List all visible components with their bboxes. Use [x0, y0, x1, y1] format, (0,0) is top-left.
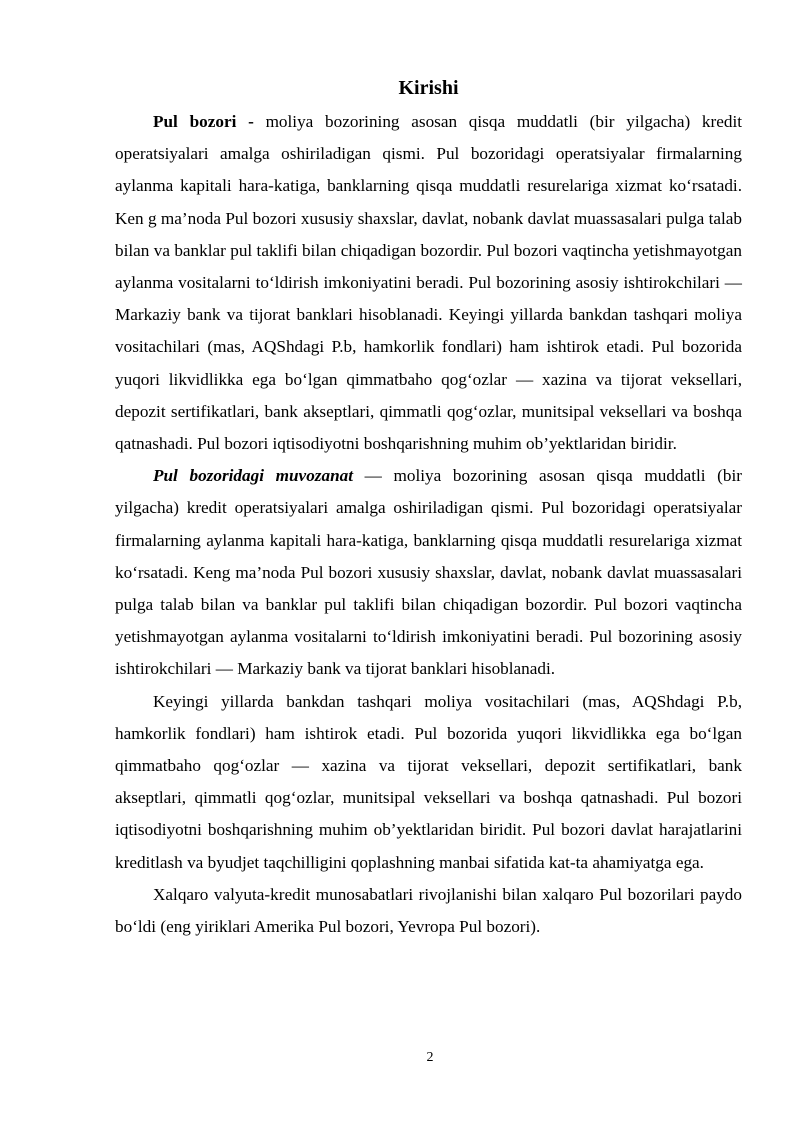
- document-title: Kirishi: [398, 77, 459, 99]
- term-pul-bozoridagi-muvozanat: Pul bozoridagi muvozanat: [153, 466, 353, 486]
- term-pul-bozori: Pul bozori -: [153, 112, 254, 131]
- paragraph-muvozanat: [115, 460, 742, 685]
- paragraph-text: Xalqaro valyuta-kredit munosabatlari rivojlanishi bilan xalqaro Pul bozorilari paydo bo‘ldi (eng yiriklari Amerika Pul bozori, Yevropa Pul bozori).: [115, 884, 742, 937]
- paragraph-vositachilar: [115, 686, 742, 879]
- paragraph-text: Keyingi yillarda bankdan tashqari moliya vositachilari (mas, AQShdagi P.b, hamkorlik fondlari) ham ishtirok etadi. Pul bozorida yuqori likvidlikka ega bo‘lgan qimmatbaho qog‘ozlar — xazina va tijorat veksellari, depozit sertifikatlari, bank akseptlari, qimmatli qog‘ozlar, munitsipal veksellari va boshqa qatnashadi. Pul bozori iqtisodiyotni boshqarishning muhim ob’yektlaridan biridit. Pul bozori davlat harajatlarini kreditlash va byudjet taqchilligini qoplashning manbai sifatida kat-ta ahamiyatga ega.: [115, 691, 742, 872]
- paragraph-pul-bozori: [115, 106, 742, 460]
- document-page: [115, 74, 742, 943]
- page-number: 2: [426, 1050, 434, 1065]
- paragraph-text: — moliya bozorining asosan qisqa muddatli (bir yilgacha) kredit operatsiyalari amalga oshiriladigan qismi. Pul bozoridagi operatsiyalar firmalarning aylanma kapitali hara-katiga, banklarning qisqa muddatli resurelariga xizmat ko‘rsatadi. Keng ma’noda Pul bozori xususiy shaxslar, davlat, nobank davlat muassasalari pulga talab bilan va banklar pul taklifi bilan chiqadigan bozordir. Pul bozori vaqtincha yetishmayotgan aylanma vositalarni to‘ldirish imkoniyatini beradi. Pul bozorining asosiy ishtirokchilari — Markaziy bank va tijorat banklari hisoblanadi.: [115, 466, 742, 679]
- paragraph-xalqaro: [115, 879, 742, 943]
- paragraph-text: moliya bozorining asosan qisqa muddatli (bir yilgacha) kredit operatsiyalari amalga oshiriladigan qismi. Pul bozoridagi operatsiyalar firmalarning aylanma kapitali hara-katiga, banklarning qisqa muddatli resurelariga xizmat ko‘rsatadi. Ken g ma’noda Pul bozori xususiy shaxslar, davlat, nobank davlat muassasalari pulga talab bilan va banklar pul taklifi bilan chiqadigan bozordir. Pul bozori vaqtincha yetishmayotgan aylanma vositalarni to‘ldirish imkoniyatini beradi. Pul bozorining asosiy ishtirokchilari — Markaziy bank va tijorat banklari hisoblanadi. Keyingi yillarda bankdan tashqari moliya vositachilari (mas, AQShdagi P.b, hamkorlik fondlari) ham ishtirok etadi. Pul bozorida yuqori likvidlikka ega bo‘lgan qimmatbaho qog‘ozlar — xazina va tijorat veksellari, depozit sertifikatlari, bank akseptlari, qimmatli qog‘ozlar, munitsipal veksellari va boshqa qatnashadi. Pul bozori iqtisodiyotni boshqarishning muhim ob’yektlaridan biridir.: [115, 112, 742, 454]
